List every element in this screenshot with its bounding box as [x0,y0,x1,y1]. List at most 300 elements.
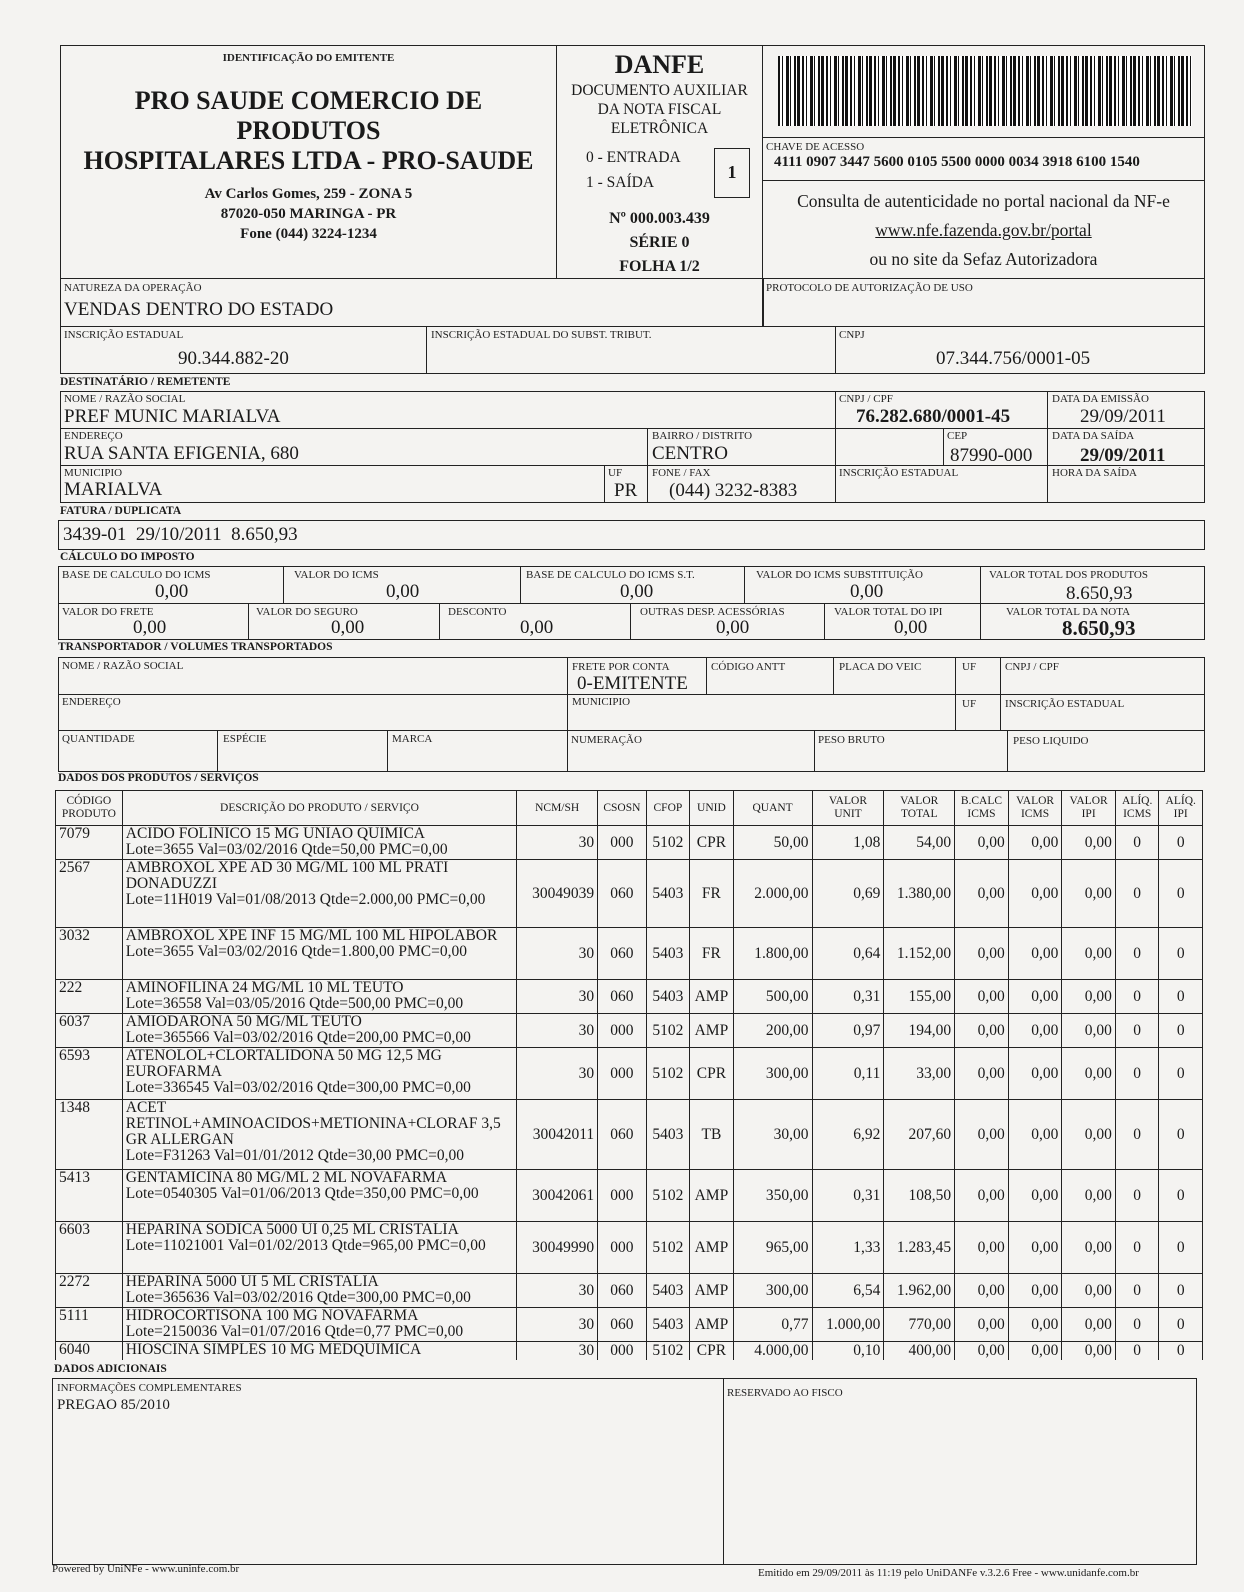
cell-unid: FR [690,860,733,928]
cell-ncm: 30 [517,1342,598,1360]
col-csosn: CSOSN [598,791,647,826]
seguro: 0,00 [331,617,365,638]
dest-emissao-label: DATA DA EMISSÃO [1052,393,1149,405]
destinatario-section-label: DESTINATÁRIO / REMETENTE [60,376,231,388]
chave-consulta [762,187,1205,274]
cell-descricao-text: ACIDO FOLINICO 15 MG UNIAO QUIMICA [125,825,425,842]
transp-municipio-label: MUNICIPIO [572,696,631,708]
natureza-label: NATUREZA DA OPERAÇÃO [64,282,202,294]
col-unid: UNID [690,791,733,826]
chave-divider-bottom [762,180,1205,181]
dest-bairro: CENTRO [652,443,728,464]
danfe-numero-block [556,207,763,279]
cell-quant: 30,00 [733,1100,812,1170]
cell-quant: 1.800,00 [733,928,812,980]
transp-especie-label: ESPÉCIE [223,733,267,745]
footer-right: Emitido em 29/09/2011 às 11:19 pelo UniDANFe v.3.2.6 Free - www.unidanfe.com.br [758,1567,1139,1579]
cell-aliq-icms: 0 [1115,1308,1158,1342]
danfe-serie: SÉRIE 0 [629,234,690,251]
table-row [56,1342,1203,1360]
cell-ncm: 30 [517,1048,598,1100]
cell-valor-icms: 0,00 [1008,1170,1062,1222]
cell-descricao [122,1222,516,1274]
transp-endereco-label: ENDEREÇO [62,696,121,708]
transp-col-uf [955,657,956,730]
chave-consulta3: ou no site da Sefaz Autorizadora [869,249,1098,269]
col-aliq-icms: ALÍQ. ICMS [1115,791,1158,826]
cell-descricao-text: HIDROCORTISONA 100 MG NOVAFARMA [125,1307,419,1324]
chave-consulta-link[interactable]: www.nfe.fazenda.gov.br/portal [875,220,1092,240]
cell-valor-total: 770,00 [884,1308,955,1342]
cell-bcalc-icms: 0,00 [955,1048,1009,1100]
cell-ncm: 30049039 [517,860,598,928]
cell-quant: 4.000,00 [733,1342,812,1360]
transp-row-div2 [58,730,1205,731]
bc-st: 0,00 [620,581,654,602]
imp-col2 [520,566,521,603]
cell-unid: AMP [690,980,733,1014]
cell-aliq-icms: 0 [1115,1342,1158,1360]
cell-valor-icms: 0,00 [1008,860,1062,928]
transp-col-antt [706,657,707,694]
cell-lote-text: Lote=365636 Val=03/02/2016 Qtde=300,00 PMC=0,00 [125,1289,471,1306]
v-st-label: VALOR DO ICMS SUBSTITUIÇÃO [756,569,923,581]
chave-consulta1: Consulta de autenticidade no portal nacional da NF-e [797,191,1170,211]
desconto: 0,00 [520,617,554,638]
dest-row-div1 [60,428,1205,429]
cell-codigo: 2272 [56,1274,123,1308]
emitente-address [60,184,557,244]
cell-valor-icms: 0,00 [1008,1048,1062,1100]
cell-descricao-text: ACET RETINOL+AMINOACIDOS+METIONINA+CLORAF 3,5 GR ALLERGAN [125,1099,501,1148]
cell-quant: 500,00 [733,980,812,1014]
cell-unid: FR [690,928,733,980]
cell-cfop: 5102 [646,1342,689,1360]
cell-cfop: 5102 [646,1048,689,1100]
dest-uf: PR [614,480,638,501]
danfe-sub3: ELETRÔNICA [610,120,709,137]
cell-aliq-icms: 0 [1115,1048,1158,1100]
cell-csosn: 000 [598,826,647,860]
cell-aliq-ipi: 0 [1159,1342,1203,1360]
col-bcalc-icms: B.CALC ICMS [955,791,1009,826]
dest-saida-label: DATA DA SAÍDA [1052,430,1135,442]
cell-lote-text: Lote=2150036 Val=01/07/2016 Qtde=0,77 PMC=0,00 [125,1323,464,1340]
desconto-label: DESCONTO [448,606,507,618]
cell-lote-text: Lote=36558 Val=03/05/2016 Qtde=500,00 PMC=0,00 [125,995,464,1012]
dest-cep: 87990-000 [950,445,1033,466]
transp-numeracao-label: NUMERAÇÃO [571,734,642,746]
ie-value: 90.344.882-20 [178,348,289,369]
cell-lote-text: Lote=336545 Val=03/02/2016 Qtde=300,00 PMC=0,00 [125,1079,471,1096]
cell-codigo: 2567 [56,860,123,928]
cell-valor-total: 194,00 [884,1014,955,1048]
seguro-label: VALOR DO SEGURO [256,606,358,618]
transp-antt-label: CÓDIGO ANTT [711,661,786,673]
cell-descricao [122,1342,516,1360]
table-row [56,1170,1203,1222]
danfe-entrada: 0 - ENTRADA [586,149,681,166]
barcode [778,56,1192,126]
produtos-section-label: DADOS DOS PRODUTOS / SERVIÇOS [58,772,259,784]
cell-aliq-ipi: 0 [1159,826,1203,860]
cell-quant: 50,00 [733,826,812,860]
cell-lote-text: Lote=11021001 Val=01/02/2013 Qtde=965,00 PMC=0,00 [125,1237,486,1254]
cell-bcalc-icms: 0,00 [955,928,1009,980]
cell-csosn: 000 [598,1014,647,1048]
cell-valor-ipi: 0,00 [1062,826,1116,860]
cell-valor-total: 54,00 [884,826,955,860]
table-row [56,928,1203,980]
cell-csosn: 060 [598,1100,647,1170]
table-row [56,980,1203,1014]
table-row [56,1222,1203,1274]
transp-col-peso-liquido [1007,730,1008,772]
cell-ncm: 30 [517,1274,598,1308]
cell-csosn: 060 [598,928,647,980]
cell-valor-ipi: 0,00 [1062,1342,1116,1360]
cell-cfop: 5403 [646,860,689,928]
imp-col7 [630,603,631,640]
cell-aliq-icms: 0 [1115,860,1158,928]
outras: 0,00 [716,617,750,638]
cell-aliq-icms: 0 [1115,1170,1158,1222]
cell-quant: 300,00 [733,1048,812,1100]
frete-label: VALOR DO FRETE [62,606,154,618]
cell-valor-total: 1.962,00 [884,1274,955,1308]
imposto-row-div [58,603,1205,604]
cell-aliq-ipi: 0 [1159,1308,1203,1342]
cell-valor-ipi: 0,00 [1062,928,1116,980]
dest-row-div2 [60,465,1205,466]
table-row [56,1100,1203,1170]
cell-valor-ipi: 0,00 [1062,1170,1116,1222]
table-row [56,1014,1203,1048]
cell-cfop: 5403 [646,1308,689,1342]
ipi: 0,00 [894,617,928,638]
danfe-saida: 1 - SAÍDA [586,174,655,191]
cell-valor-icms: 0,00 [1008,1274,1062,1308]
cell-quant: 965,00 [733,1222,812,1274]
cell-valor-ipi: 0,00 [1062,860,1116,928]
ie-st-label: INSCRIÇÃO ESTADUAL DO SUBST. TRIBUT. [431,329,652,341]
cell-valor-total: 1.152,00 [884,928,955,980]
col-valor-icms: VALOR ICMS [1008,791,1062,826]
inscricao-div1 [426,326,427,374]
cell-unid: CPR [690,1048,733,1100]
transportador-section-label: TRANSPORTADOR / VOLUMES TRANSPORTADOS [58,641,333,653]
cell-quant: 350,00 [733,1170,812,1222]
ie-label: INSCRIÇÃO ESTADUAL [64,329,184,341]
cell-ncm: 30042011 [517,1100,598,1170]
dest-emissao: 29/09/2011 [1080,406,1166,427]
chave-value: 4111 0907 3447 5600 0105 5500 0000 0034 3918 6100 1540 [774,154,1140,170]
table-row [56,860,1203,928]
cell-codigo: 5413 [56,1170,123,1222]
cell-valor-icms: 0,00 [1008,1222,1062,1274]
cell-aliq-ipi: 0 [1159,980,1203,1014]
cell-aliq-ipi: 0 [1159,1274,1203,1308]
cell-ncm: 30 [517,1014,598,1048]
cell-valor-unit: 6,92 [812,1100,884,1170]
transp-frete-label: FRETE POR CONTA [572,661,670,673]
cell-valor-unit: 0,97 [812,1014,884,1048]
col-valor-ipi: VALOR IPI [1062,791,1116,826]
cell-valor-icms: 0,00 [1008,1014,1062,1048]
cell-quant: 0,77 [733,1308,812,1342]
cell-valor-ipi: 0,00 [1062,1048,1116,1100]
cell-valor-unit: 0,11 [812,1048,884,1100]
cell-valor-icms: 0,00 [1008,1308,1062,1342]
cell-quant: 300,00 [733,1274,812,1308]
cell-descricao [122,1048,516,1100]
nota-label: VALOR TOTAL DA NOTA [1006,606,1131,618]
emitente-address-line1: Av Carlos Gomes, 259 - ZONA 5 [204,186,413,202]
cell-ncm: 30 [517,826,598,860]
v-prod: 8.650,93 [1066,583,1133,604]
cell-cfop: 5403 [646,1274,689,1308]
cell-valor-unit: 0,64 [812,928,884,980]
cell-quant: 200,00 [733,1014,812,1048]
cell-valor-ipi: 0,00 [1062,1222,1116,1274]
cell-unid: AMP [690,1308,733,1342]
cell-ncm: 30049990 [517,1222,598,1274]
danfe-sub2: DA NOTA FISCAL [597,101,722,118]
outras-label: OUTRAS DESP. ACESSÓRIAS [640,606,785,618]
cell-descricao-text: ATENOLOL+CLORTALIDONA 50 MG 12,5 MG EUROFARMA [125,1047,442,1080]
dest-cep-label: CEP [947,430,968,442]
cell-valor-ipi: 0,00 [1062,1014,1116,1048]
cell-csosn: 060 [598,860,647,928]
transp-cnpj-label: CNPJ / CPF [1005,661,1059,673]
cell-valor-icms: 0,00 [1008,1342,1062,1360]
transp-col-especie [217,730,218,772]
dest-nome-label: NOME / RAZÃO SOCIAL [64,393,186,405]
cell-valor-unit: 0,10 [812,1342,884,1360]
transp-peso-liquido-label: PESO LIQUIDO [1013,735,1089,747]
cell-codigo: 222 [56,980,123,1014]
cell-ncm: 30042061 [517,1170,598,1222]
col-codigo: CÓDIGO PRODUTO [56,791,123,826]
cell-unid: CPR [690,826,733,860]
adicionais-box [52,1378,1197,1565]
v-icms: 0,00 [386,581,420,602]
danfe-folha: FOLHA 1/2 [619,258,700,275]
danfe-numero: Nº 000.003.439 [609,210,710,227]
cell-valor-ipi: 0,00 [1062,1308,1116,1342]
cell-bcalc-icms: 0,00 [955,1308,1009,1342]
table-row [56,1048,1203,1100]
cell-descricao [122,860,516,928]
cell-ncm: 30 [517,980,598,1014]
transp-col-cnpj [1000,657,1001,730]
chave-divider-top [762,137,1205,138]
danfe-title: DANFE [614,50,705,79]
transp-ie-label: INSCRIÇÃO ESTADUAL [1005,698,1125,710]
imp-col6 [439,603,440,640]
cell-descricao-text: HIOSCINA SIMPLES 10 MG MEDQUIMICA [125,1341,422,1358]
cell-aliq-icms: 0 [1115,1274,1158,1308]
produtos-table [55,790,1203,1360]
cell-codigo: 6037 [56,1014,123,1048]
cell-descricao-text: GENTAMICINA 80 MG/ML 2 ML NOVAFARMA [125,1169,448,1186]
cnpj-label: CNPJ [839,329,865,341]
danfe-sub1: DOCUMENTO AUXILIAR [571,82,748,99]
dest-hora-label: HORA DA SAÍDA [1052,467,1137,479]
cell-lote-text: Lote=365566 Val=03/02/2016 Qtde=200,00 PMC=0,00 [125,1029,471,1046]
dest-endereco-label: ENDEREÇO [64,430,123,442]
cell-valor-icms: 0,00 [1008,928,1062,980]
cell-bcalc-icms: 0,00 [955,980,1009,1014]
cell-valor-total: 155,00 [884,980,955,1014]
transp-frete: 0-EMITENTE [577,673,688,694]
cell-lote-text: Lote=3655 Val=03/02/2016 Qtde=1.800,00 PMC=0,00 [125,943,467,960]
transp-col-marca [387,730,388,772]
cell-aliq-ipi: 0 [1159,860,1203,928]
cell-bcalc-icms: 0,00 [955,1100,1009,1170]
cell-valor-unit: 0,31 [812,1170,884,1222]
dest-uf-label: UF [608,467,623,479]
cell-valor-unit: 1,08 [812,826,884,860]
info-label: INFORMAÇÕES COMPLEMENTARES [57,1382,242,1394]
danfe-tipo-box [714,148,750,198]
cell-unid: AMP [690,1274,733,1308]
adicionais-divider [723,1378,724,1565]
cell-valor-unit: 6,54 [812,1274,884,1308]
cell-csosn: 000 [598,1048,647,1100]
cell-bcalc-icms: 0,00 [955,826,1009,860]
bc-st-label: BASE DE CALCULO DO ICMS S.T. [526,569,695,581]
cell-valor-unit: 0,31 [812,980,884,1014]
dest-cnpj-label: CNPJ / CPF [839,393,893,405]
cell-aliq-ipi: 0 [1159,1100,1203,1170]
transp-uf2-label: UF [962,698,977,710]
cell-valor-unit: 0,69 [812,860,884,928]
cell-descricao [122,1100,516,1170]
emitente-name-line1: PRO SAUDE COMERCIO DE PRODUTOS [134,86,483,145]
cell-csosn: 060 [598,1308,647,1342]
cell-aliq-ipi: 0 [1159,928,1203,980]
cell-cfop: 5102 [646,1222,689,1274]
col-quant: QUANT [733,791,812,826]
fatura-section-label: FATURA / DUPLICATA [60,505,182,517]
cell-valor-icms: 0,00 [1008,1100,1062,1170]
dest-col-cnpj [835,391,836,503]
cell-aliq-ipi: 0 [1159,1170,1203,1222]
transp-uf-label: UF [962,661,977,673]
protocolo-label: PROTOCOLO DE AUTORIZAÇÃO DE USO [766,282,973,294]
frete: 0,00 [133,617,167,638]
cell-descricao-text: HEPARINA 5000 UI 5 ML CRISTALIA [125,1273,379,1290]
imp-col1 [283,566,284,603]
cell-codigo: 6040 [56,1342,123,1360]
cell-bcalc-icms: 0,00 [955,860,1009,928]
cell-ncm: 30 [517,1308,598,1342]
dest-bairro-label: BAIRRO / DISTRITO [652,430,753,442]
cell-descricao-text: AMBROXOL XPE AD 30 MG/ML 100 ML PRATI DONADUZZI [125,859,449,892]
transp-col-placa [833,657,834,694]
footer-left: Powered by UniNFe - www.uninfe.com.br [52,1563,240,1575]
cell-unid: AMP [690,1222,733,1274]
dest-fone: (044) 3232-8383 [669,480,798,501]
produtos-header-row [56,791,1203,826]
fatura-value: 3439-01 29/10/2011 8.650,93 [63,524,298,545]
cell-aliq-ipi: 0 [1159,1048,1203,1100]
cell-unid: AMP [690,1014,733,1048]
cell-descricao-text: AMBROXOL XPE INF 15 MG/ML 100 ML HIPOLABOR [125,927,498,944]
cell-valor-unit: 1,33 [812,1222,884,1274]
cell-csosn: 000 [598,1170,647,1222]
cell-cfop: 5403 [646,1100,689,1170]
cell-codigo: 5111 [56,1308,123,1342]
dest-saida: 29/09/2011 [1080,445,1166,466]
dest-col-cep [943,428,944,465]
dest-col-data [1047,391,1048,503]
cell-valor-icms: 0,00 [1008,826,1062,860]
cell-bcalc-icms: 0,00 [955,1342,1009,1360]
cell-quant: 2.000,00 [733,860,812,928]
cell-valor-total: 1.380,00 [884,860,955,928]
v-icms-label: VALOR DO ICMS [294,569,379,581]
ipi-label: VALOR TOTAL DO IPI [834,606,943,618]
table-row [56,826,1203,860]
cell-descricao-text: HEPARINA SODICA 5000 UI 0,25 ML CRISTALIA [125,1221,459,1238]
danfe-subtitle [556,81,763,138]
cell-codigo: 3032 [56,928,123,980]
cell-aliq-ipi: 0 [1159,1222,1203,1274]
bc-icms: 0,00 [155,581,189,602]
col-aliq-ipi: ALÍQ. IPI [1159,791,1203,826]
cell-lote-text: Lote=0540305 Val=01/06/2013 Qtde=350,00 PMC=0,00 [125,1185,479,1202]
transp-row-div1 [58,694,1205,695]
emitente-section-label: IDENTIFICAÇÃO DO EMITENTE [222,52,395,64]
dest-endereco: RUA SANTA EFIGENIA, 680 [64,443,299,464]
cell-valor-ipi: 0,00 [1062,1100,1116,1170]
cell-valor-ipi: 0,00 [1062,980,1116,1014]
fisco-label: RESERVADO AO FISCO [727,1387,843,1399]
cell-aliq-icms: 0 [1115,1014,1158,1048]
dest-cnpj: 76.282.680/0001-45 [856,406,1011,427]
cell-csosn: 000 [598,1222,647,1274]
v-st: 0,00 [850,581,884,602]
cell-codigo: 6593 [56,1048,123,1100]
cell-valor-total: 400,00 [884,1342,955,1360]
col-valor-total: VALOR TOTAL [884,791,955,826]
cell-codigo: 7079 [56,826,123,860]
cell-ncm: 30 [517,928,598,980]
cell-codigo: 1348 [56,1100,123,1170]
imp-col3 [744,566,745,603]
cell-csosn: 000 [598,1342,647,1360]
info-value: PREGAO 85/2010 [57,1397,170,1413]
transp-quantidade-label: QUANTIDADE [62,733,135,745]
cell-aliq-icms: 0 [1115,928,1158,980]
cell-cfop: 5102 [646,1170,689,1222]
cell-aliq-ipi: 0 [1159,1014,1203,1048]
cell-aliq-icms: 0 [1115,980,1158,1014]
cell-cfop: 5102 [646,1014,689,1048]
cell-csosn: 060 [598,980,647,1014]
cell-unid: TB [690,1100,733,1170]
cell-descricao [122,1014,516,1048]
cell-descricao [122,1170,516,1222]
cell-unid: AMP [690,1170,733,1222]
dest-municipio: MARIALVA [64,479,163,500]
cell-bcalc-icms: 0,00 [955,1222,1009,1274]
emitente-name-line2: HOSPITALARES LTDA - PRO-SAUDE [83,146,534,175]
cell-cfop: 5403 [646,980,689,1014]
transp-col-frete [567,657,568,772]
